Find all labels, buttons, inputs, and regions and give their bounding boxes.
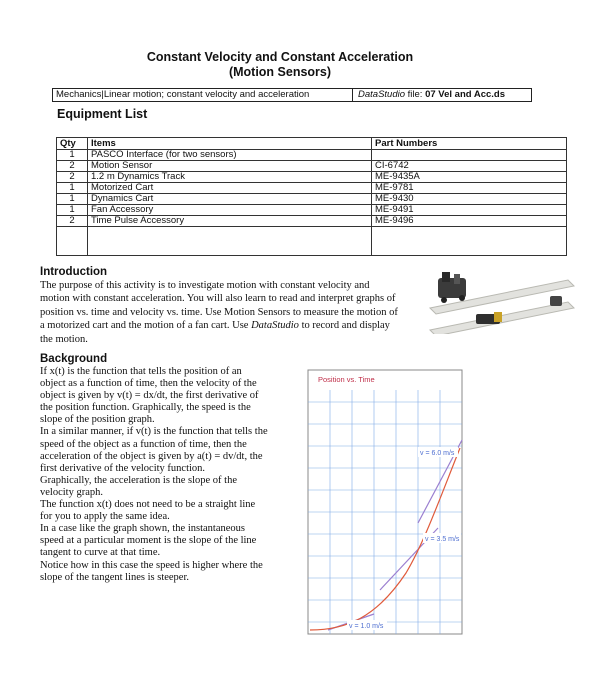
part-cell: ME-9491 bbox=[372, 205, 567, 216]
label-fast: v = 6.0 m/s bbox=[420, 450, 455, 457]
intro-text-em: DataStudio bbox=[251, 320, 299, 332]
item-cell: Dynamics Cart bbox=[88, 194, 372, 205]
intro-text-a: The purpose of this activity is to investigate motion with constant velocity and motion with constant acceleration. You will also learn to read and interpret graphs of position vs. time and velocity vs. time. Use Motion Sensors to measure the motion of a motorized cart and the motion of a fan cart. Use bbox=[40, 280, 398, 332]
datastudio-file bbox=[353, 89, 505, 101]
file-name: 07 Vel and Acc.ds bbox=[425, 89, 505, 100]
file-label: DataStudio bbox=[358, 89, 406, 100]
table-row bbox=[57, 216, 567, 227]
qty-cell: 2 bbox=[57, 172, 88, 183]
item-cell: Motion Sensor bbox=[88, 161, 372, 172]
empty-cell bbox=[88, 227, 372, 256]
dynamics-track-photo bbox=[428, 268, 578, 334]
background-heading: Background bbox=[40, 353, 108, 365]
qty-cell: 2 bbox=[57, 216, 88, 227]
title-line-2: (Motion Sensors) bbox=[228, 65, 332, 79]
position-time-graph bbox=[306, 368, 464, 636]
items-header: Items bbox=[88, 138, 372, 150]
table-row bbox=[57, 150, 567, 161]
item-cell: Time Pulse Accessory bbox=[88, 216, 372, 227]
empty-cell bbox=[57, 227, 88, 256]
background-paragraph: In a case like the graph shown, the instantaneous speed at a particular moment is the slope of the line tangent to curve at that time. bbox=[40, 523, 257, 559]
part-cell: ME-9435A bbox=[372, 172, 567, 183]
part-header: Part Numbers bbox=[372, 138, 567, 150]
qty-cell: 1 bbox=[57, 150, 88, 161]
background-paragraph: Notice how in this case the speed is higher where the slope of the tangent lines is steeper. bbox=[40, 559, 263, 583]
table-row bbox=[57, 161, 567, 172]
background-paragraph: Graphically, the acceleration is the slope of the velocity graph. bbox=[40, 474, 237, 498]
table-row-empty bbox=[57, 227, 567, 256]
title-line-1: Constant Velocity and Constant Acceleration bbox=[146, 50, 414, 64]
part-cell: ME-9496 bbox=[372, 216, 567, 227]
part-cell: CI-6742 bbox=[372, 161, 567, 172]
topic-label: Mechanics|Linear motion; constant velocity and acceleration bbox=[53, 89, 353, 101]
table-row bbox=[57, 172, 567, 183]
empty-cell bbox=[372, 227, 567, 256]
table-row bbox=[57, 183, 567, 194]
item-cell: 1.2 m Dynamics Track bbox=[88, 172, 372, 183]
item-cell: Motorized Cart bbox=[88, 183, 372, 194]
equipment-table bbox=[56, 137, 567, 256]
file-rest: file: bbox=[405, 89, 426, 100]
qty-cell: 2 bbox=[57, 161, 88, 172]
label-mid: v = 3.5 m/s bbox=[425, 536, 460, 543]
background-paragraph: The function x(t) does not need to be a straight line for you to apply the same idea. bbox=[40, 499, 256, 523]
qty-cell: 1 bbox=[57, 205, 88, 216]
item-cell: PASCO Interface (for two sensors) bbox=[88, 150, 372, 161]
label-slow: v = 1.0 m/s bbox=[349, 623, 384, 630]
part-cell: ME-9781 bbox=[372, 183, 567, 194]
background-text bbox=[40, 366, 268, 584]
qty-cell: 1 bbox=[57, 194, 88, 205]
background-paragraph: If x(t) is the function that tells the position of an object as a function of time, then the velocity of the object is given by v(t) = dx/dt, the first derivative of the position function. Graphically, the speed is the slope of the position graph. bbox=[40, 366, 259, 426]
intro-text-b: to record and display the motion. bbox=[40, 320, 390, 345]
table-row bbox=[57, 194, 567, 205]
graph-title: Position vs. Time bbox=[318, 375, 375, 384]
item-cell: Fan Accessory bbox=[88, 205, 372, 216]
table-row bbox=[57, 205, 567, 216]
qty-cell: 1 bbox=[57, 183, 88, 194]
equipment-header-row bbox=[57, 138, 567, 150]
qty-header: Qty bbox=[57, 138, 88, 150]
page-title bbox=[0, 50, 560, 80]
part-cell bbox=[372, 150, 567, 161]
background-paragraph: In a similar manner, if v(t) is the function that tells the speed of the object as a function of time, then the acceleration of the object is given by a(t) = dv/dt, the first derivative of the velocity function. bbox=[40, 426, 268, 474]
part-cell: ME-9430 bbox=[372, 194, 567, 205]
equipment-heading: Equipment List bbox=[57, 107, 148, 121]
introduction-heading: Introduction bbox=[40, 266, 108, 278]
info-bar bbox=[52, 88, 532, 102]
introduction-text bbox=[40, 279, 400, 346]
